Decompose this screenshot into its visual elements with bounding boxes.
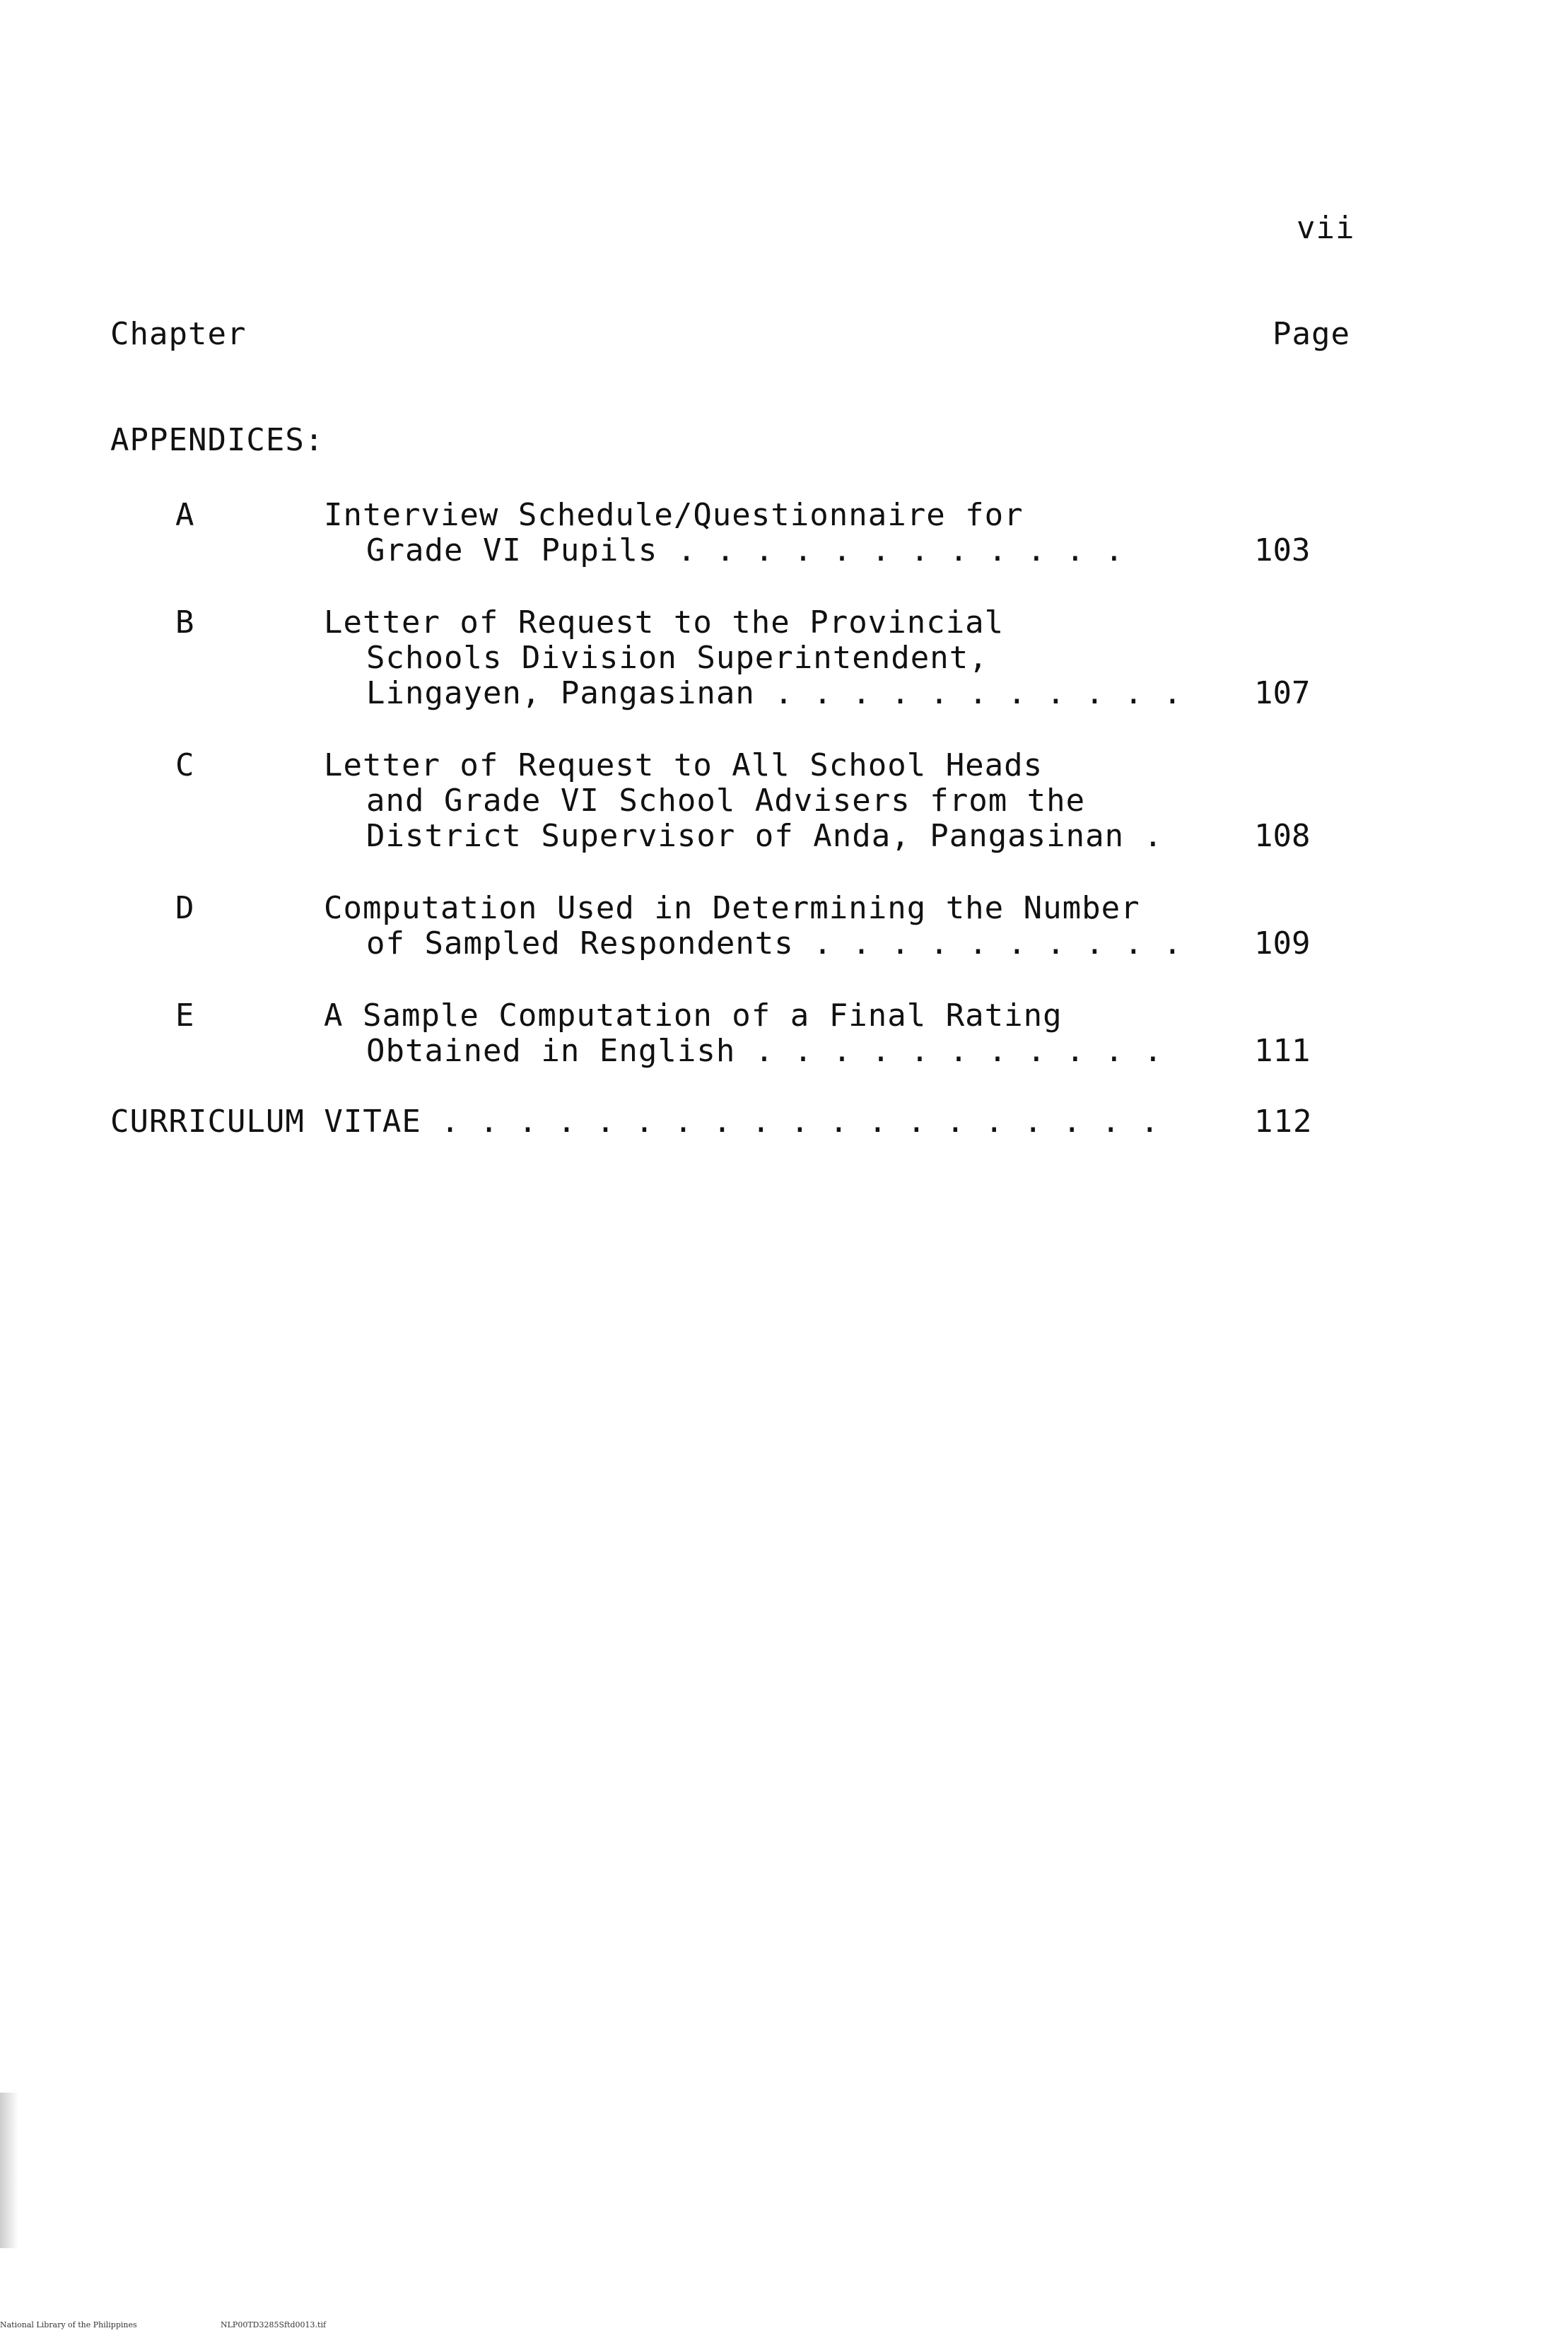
entry-page-number: 111 <box>1254 1033 1311 1069</box>
entry-title-line: District Supervisor of Anda, Pangasinan . <box>366 818 1164 854</box>
entry-page-number: 103 <box>1254 532 1311 568</box>
appendix-letter: C <box>175 747 194 783</box>
entry-title-line: Schools Division Superintendent, <box>366 640 988 676</box>
appendix-letter: A <box>175 497 194 533</box>
appendices-heading: APPENDICES: <box>110 422 324 458</box>
entry-title-line: Interview Schedule/Questionnaire for <box>324 497 1024 533</box>
entry-title-line: Obtained in English . . . . . . . . . . . <box>366 1033 1164 1069</box>
footer-library-name: National Library of the Philippines <box>0 2320 137 2329</box>
entry-title-line: Lingayen, Pangasinan . . . . . . . . . . . <box>366 675 1183 711</box>
page-column-header: Page <box>1272 316 1350 352</box>
page-number: vii <box>1297 210 1355 246</box>
curriculum-vitae-entry: CURRICULUM VITAE . . . . . . . . . . . . . . . . . . . <box>110 1104 1160 1140</box>
chapter-column-header: Chapter <box>110 316 247 352</box>
appendix-letter: D <box>175 890 194 926</box>
entry-page-number: 108 <box>1254 818 1311 854</box>
entry-title-line: A Sample Computation of a Final Rating <box>324 998 1063 1034</box>
appendix-letter: E <box>175 998 194 1034</box>
entry-page-number: 107 <box>1254 675 1311 711</box>
entry-title-line: Letter of Request to the Provincial <box>324 604 1005 641</box>
curriculum-vitae-page-number: 112 <box>1254 1104 1313 1140</box>
appendix-letter: B <box>175 604 194 641</box>
entry-title-line: and Grade VI School Advisers from the <box>366 783 1086 819</box>
footer-file-name: NLP00TD3285Sftd0013.tif <box>221 2320 327 2329</box>
entry-title-line: Letter of Request to All School Heads <box>324 747 1043 783</box>
entry-title-line: of Sampled Respondents . . . . . . . . . . <box>366 925 1183 961</box>
entry-page-number: 109 <box>1254 925 1311 961</box>
entry-title-line: Grade VI Pupils . . . . . . . . . . . . <box>366 532 1125 568</box>
scan-edge-shadow <box>0 2093 18 2248</box>
entry-title-line: Computation Used in Determining the Number <box>324 890 1140 926</box>
